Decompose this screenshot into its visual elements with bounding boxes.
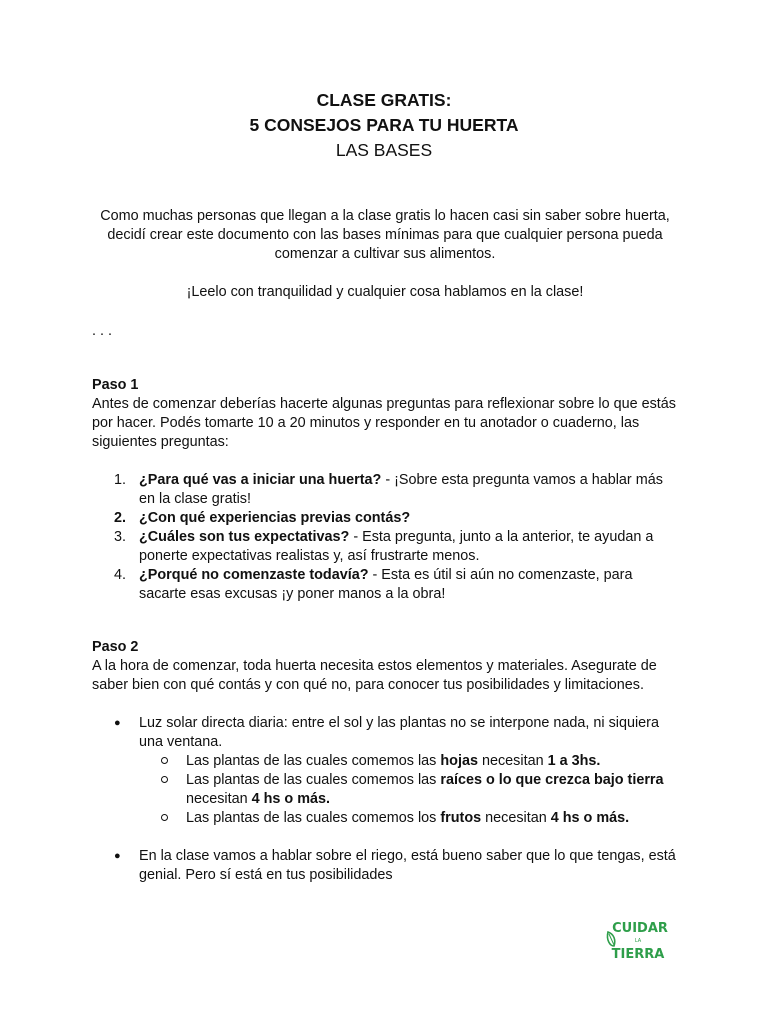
title-block <box>0 88 768 163</box>
questions-list <box>92 471 678 604</box>
sub-bold: hojas <box>440 753 478 769</box>
question-rest: - Esta pregunta, junto a la anterior, te ayudan a ponerte expectativas realistas y, así frustrarte menos. <box>139 529 654 564</box>
logo-word-tierra: TIERRA <box>611 947 665 962</box>
bullet-icon: ● <box>114 717 121 729</box>
question-bold: ¿Con qué experiencias previas contás? <box>139 510 411 526</box>
question-bold: ¿Porqué no comenzaste todavía? <box>139 567 369 583</box>
sub-bold: 4 hs o más. <box>251 791 330 807</box>
intro-closing: ¡Leelo con tranquilidad y cualquier cosa hablamos en la clase! <box>186 284 584 300</box>
question-number: 1. <box>114 472 127 488</box>
sub-text: necesitan <box>477 753 548 769</box>
question-item <box>92 471 678 509</box>
question-number: 2. <box>114 510 127 526</box>
question-item <box>92 509 678 528</box>
step-2-section <box>92 638 678 885</box>
question-number: 3. <box>114 529 127 545</box>
step-1-heading: Paso 1 <box>92 377 139 393</box>
question-number: 4. <box>114 567 127 583</box>
sub-text: Las plantas de las cuales comemos los <box>186 810 441 826</box>
logo-word-la: LA <box>634 938 642 944</box>
requirements-list <box>92 714 678 885</box>
question-rest: - ¡Sobre esta pregunta vamos a hablar más en la clase gratis! <box>139 472 663 507</box>
sub-text: necesitan <box>186 791 252 807</box>
bullet-icon: ● <box>114 850 121 862</box>
question-item <box>92 528 678 566</box>
separator-dots: . . . <box>92 323 112 339</box>
sub-text: necesitan <box>481 810 551 826</box>
sublist-item <box>139 752 678 771</box>
requirement-text: Luz solar directa diaria: entre el sol y las plantas no se interpone nada, ni siquiera una ventana. <box>139 715 659 750</box>
sub-bold: 1 a 3hs. <box>547 753 601 769</box>
sub-text: Las plantas de las cuales comemos las <box>186 772 441 788</box>
cuidar-la-tierra-logo <box>604 912 668 968</box>
circle-bullet-icon <box>161 776 168 783</box>
requirement-item <box>92 714 678 828</box>
requirement-text: En la clase vamos a hablar sobre el riego, está bueno saber que lo que tengas, está genial. Pero sí está en tus posibilidades <box>139 848 676 883</box>
step-2-heading: Paso 2 <box>92 639 139 655</box>
question-item <box>92 566 678 604</box>
sunlight-sublist <box>139 752 678 828</box>
question-bold: ¿Para qué vas a iniciar una huerta? <box>139 472 382 488</box>
sublist-item <box>139 771 678 809</box>
sub-bold: 4 hs o más. <box>550 810 630 826</box>
circle-bullet-icon <box>161 814 168 821</box>
document-title-line2: 5 CONSEJOS PARA TU HUERTA <box>249 115 519 135</box>
sub-bold: frutos <box>440 810 482 826</box>
step-1-section <box>92 376 678 604</box>
intro <box>92 207 678 302</box>
circle-bullet-icon <box>161 757 168 764</box>
sub-bold: raíces o lo que crezca bajo tierra <box>440 772 664 788</box>
logo-word-cuidar: CUIDAR <box>612 921 668 936</box>
step-2-text: A la hora de comenzar, toda huerta necesita estos elementos y materiales. Asegurate de saber bien con qué contás y con qué no, para conocer tus posibilidades y limitaciones. <box>92 658 657 693</box>
sublist-item <box>139 809 678 828</box>
requirement-item <box>92 847 678 885</box>
intro-paragraph: Como muchas personas que llegan a la clase gratis lo hacen casi sin saber sobre huerta, decidí crear este documento con las bases mínimas para que cualquier persona pueda comenzar a cultivar sus alimentos. <box>100 208 670 262</box>
document-subtitle: LAS BASES <box>335 140 433 160</box>
sub-text: Las plantas de las cuales comemos las <box>186 753 441 769</box>
document-title-line1: CLASE GRATIS: <box>316 90 452 110</box>
question-bold: ¿Cuáles son tus expectativas? <box>139 529 350 545</box>
step-1-text: Antes de comenzar deberías hacerte algunas preguntas para reflexionar sobre lo que estás por hacer. Podés tomarte 10 a 20 minutos y responder en tu anotador o cuaderno, las siguientes preguntas: <box>92 396 676 450</box>
question-rest: - Esta es útil si aún no comenzaste, para sacarte esas excusas ¡y poner manos a la obra! <box>139 567 633 602</box>
